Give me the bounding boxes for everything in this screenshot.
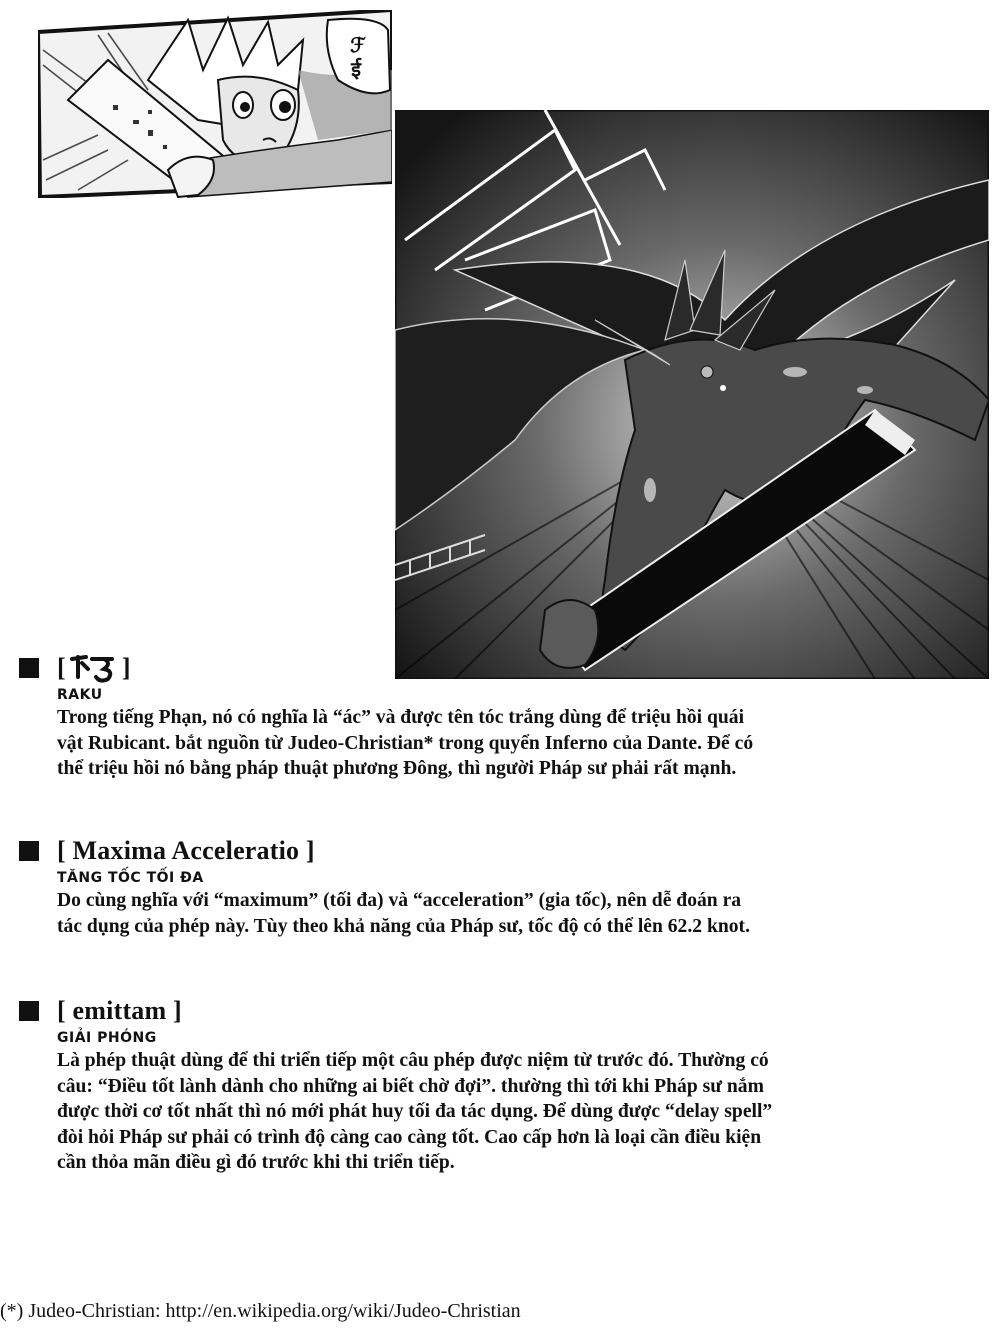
entry-subtitle: RAKU [57,687,103,703]
manga-panel-boy-with-talisman [38,10,392,198]
description-line: cần thỏa mãn điều gì đó trước khi thi triển tiếp. [57,1152,455,1173]
description-line: Do cùng nghĩa với “maximum” (tối đa) và “acceleration” (gia tốc), nên dễ đoán ra [57,890,742,911]
description-line: thể triệu hồi nó bằng pháp thuật phương Đông, thì người Pháp sư phải rất mạnh. [57,758,737,779]
entry-subtitle: GIẢI PHÓNG [57,1030,157,1046]
glossary-entry-raku [18,651,753,782]
description-line: được thời cơ tốt nhất thì nó mới phát huy tối đa tác dụng. Để dùng được “delay spell” [57,1101,773,1122]
description-line: Là phép thuật dùng để thi triển tiếp một câu phép được niệm từ trước đó. Thường có [57,1050,769,1071]
svg-text:ℱ: ℱ [350,33,366,57]
square-bullet-icon [19,1001,39,1021]
glossary-entry-maxima-acceleratio [18,834,750,939]
sanskrit-glyph-icon [68,653,120,683]
manga-illustration-demon [395,110,989,679]
entry-description [57,888,750,939]
glossary-entry-emittam [18,994,772,1176]
bracket-close: ] [121,653,131,682]
entry-title: [ emittam ] [57,996,182,1025]
entry-description [57,1048,772,1176]
description-line: đòi hỏi Pháp sư phải có trình độ càng cao càng tốt. Cao cấp hơn là loại cần điều kiện [57,1126,762,1148]
manga-illustration-boy [38,10,392,198]
description-line: Trong tiếng Phạn, nó có nghĩa là “ác” và được tên tóc trắng dùng để triệu hồi quái [57,707,745,728]
entry-title: [ Maxima Acceleratio ] [57,836,315,865]
entry-description [57,705,753,782]
svg-text:ई: ई [351,57,361,81]
description-line: vật Rubicant. bắt nguồn từ Judeo-Christian* trong quyển Inferno của Dante. Để có [57,732,754,754]
description-line: tác dụng của phép này. Tùy theo khả năng của Pháp sư, tốc độ có thể lên 62.2 knot. [57,915,750,937]
bracket-open: [ [57,653,66,682]
entry-title [57,653,131,683]
square-bullet-icon [19,658,39,678]
footnote: (*) Judeo-Christian: http://en.wikipedia.org/wiki/Judeo-Christian [0,1300,521,1322]
manga-panel-demon-with-sword [395,110,989,679]
square-bullet-icon [19,841,39,861]
entry-subtitle: TĂNG TỐC TỐI ĐA [57,870,204,886]
description-line: câu: “Điều tốt lành dành cho những ai biết chờ đợi”. thường thì tới khi Pháp sư nắm [57,1075,764,1097]
